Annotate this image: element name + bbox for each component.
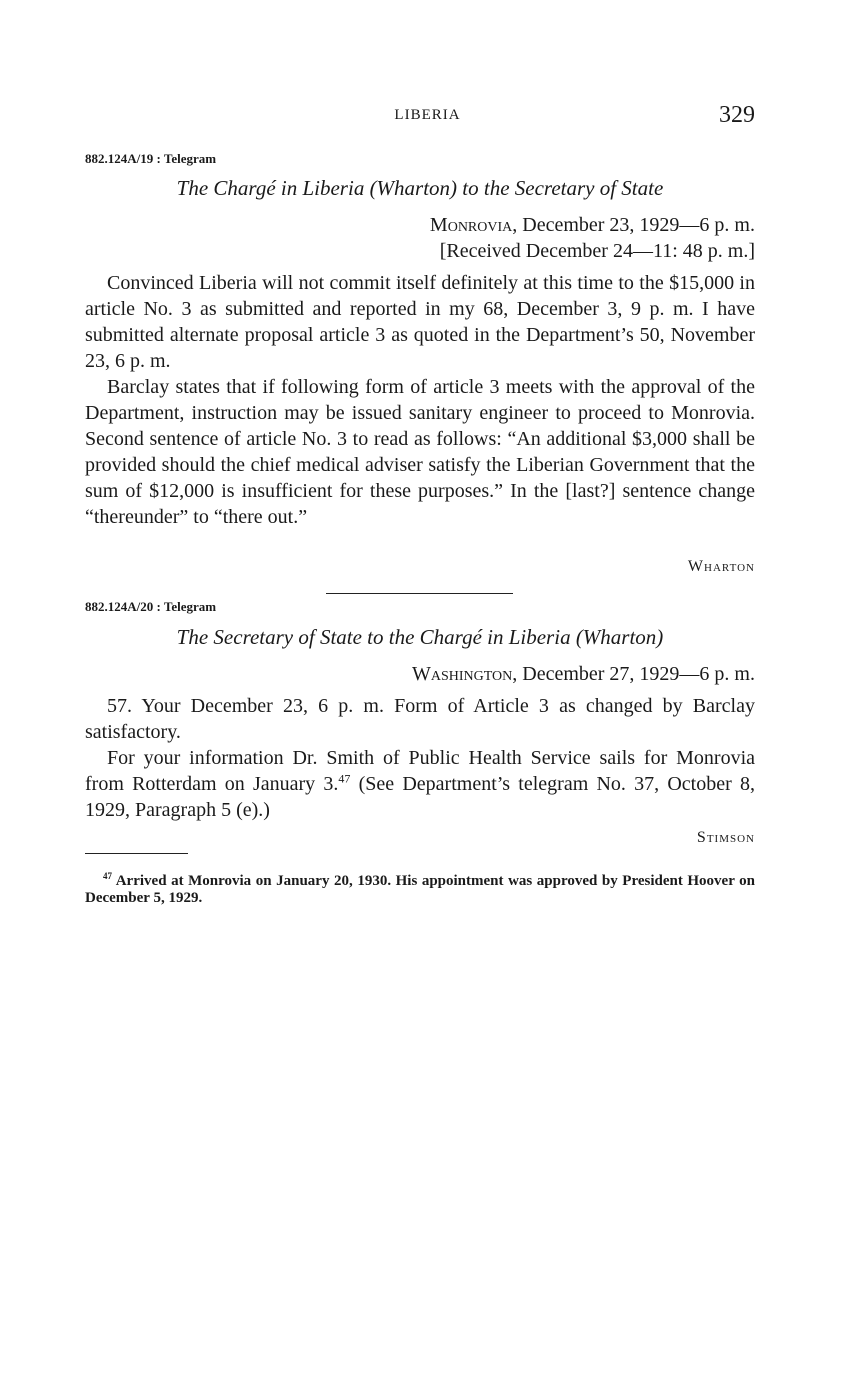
document-title: The Chargé in Liberia (Wharton) to the Secretary of State	[176, 176, 664, 200]
signature: Wharton	[687, 558, 755, 575]
footnote	[85, 873, 755, 907]
document-title: The Secretary of State to the Chargé in Liberia (Wharton)	[176, 625, 664, 649]
place-name: Monrovia	[429, 214, 513, 236]
footnote-marker: 47	[103, 871, 112, 881]
place-date-line	[430, 214, 755, 237]
section-divider	[326, 593, 513, 594]
footnote-rule	[85, 853, 188, 854]
place-name: Washington	[411, 663, 513, 685]
signature: Stimson	[696, 829, 755, 846]
footnote-text: Arrived at Monrovia on January 20, 1930. His appointment was approved by President Hoover on December 5, 1929.	[85, 873, 755, 906]
file-reference: 882.124A/19 : Telegram	[85, 151, 217, 166]
date-text: , December 27, 1929—6 p. m.	[512, 663, 755, 685]
paragraph-text: (See Department’s telegram No. 37, October 8, 1929, Paragraph 5 (e).)	[85, 773, 755, 821]
date-text: , December 23, 1929—6 p. m.	[512, 214, 755, 236]
body-paragraph: Barclay states that if following form of article 3 meets with the approval of the Department, instruction may be issued sanitary engineer to proceed to Monrovia. Second sentence of article No. 3 to read as follows: “An additional $3,000 shall be provided should the chief medical adviser satisfy the Liberian Government that the sum of $12,000 is insufficient for these purposes.” In the [last?] sentence change “thereunder” to “there out.”	[85, 376, 755, 528]
paragraph-text: For your information Dr. Smith of Public Health Service sails for Monrovia from Rotterdam on January 3.	[85, 747, 755, 795]
place-date-line	[412, 663, 755, 686]
received-line: [Received December 24—11: 48 p. m.]	[439, 240, 755, 262]
page-number: 329	[719, 102, 755, 128]
body-paragraph	[85, 745, 755, 823]
body-paragraph: 57. Your December 23, 6 p. m. Form of Article 3 as changed by Barclay satisfactory.	[85, 695, 755, 743]
footnote-reference: 47	[338, 771, 351, 786]
running-title: LIBERIA	[394, 107, 461, 123]
file-reference: 882.124A/20 : Telegram	[85, 599, 217, 614]
body-paragraph: Convinced Liberia will not commit itself definitely at this time to the $15,000 in article No. 3 as submitted and reported in my 68, December 3, 9 p. m. I have submitted alternate proposal article 3 as quoted in the Department’s 50, November 23, 6 p. m.	[85, 272, 755, 372]
